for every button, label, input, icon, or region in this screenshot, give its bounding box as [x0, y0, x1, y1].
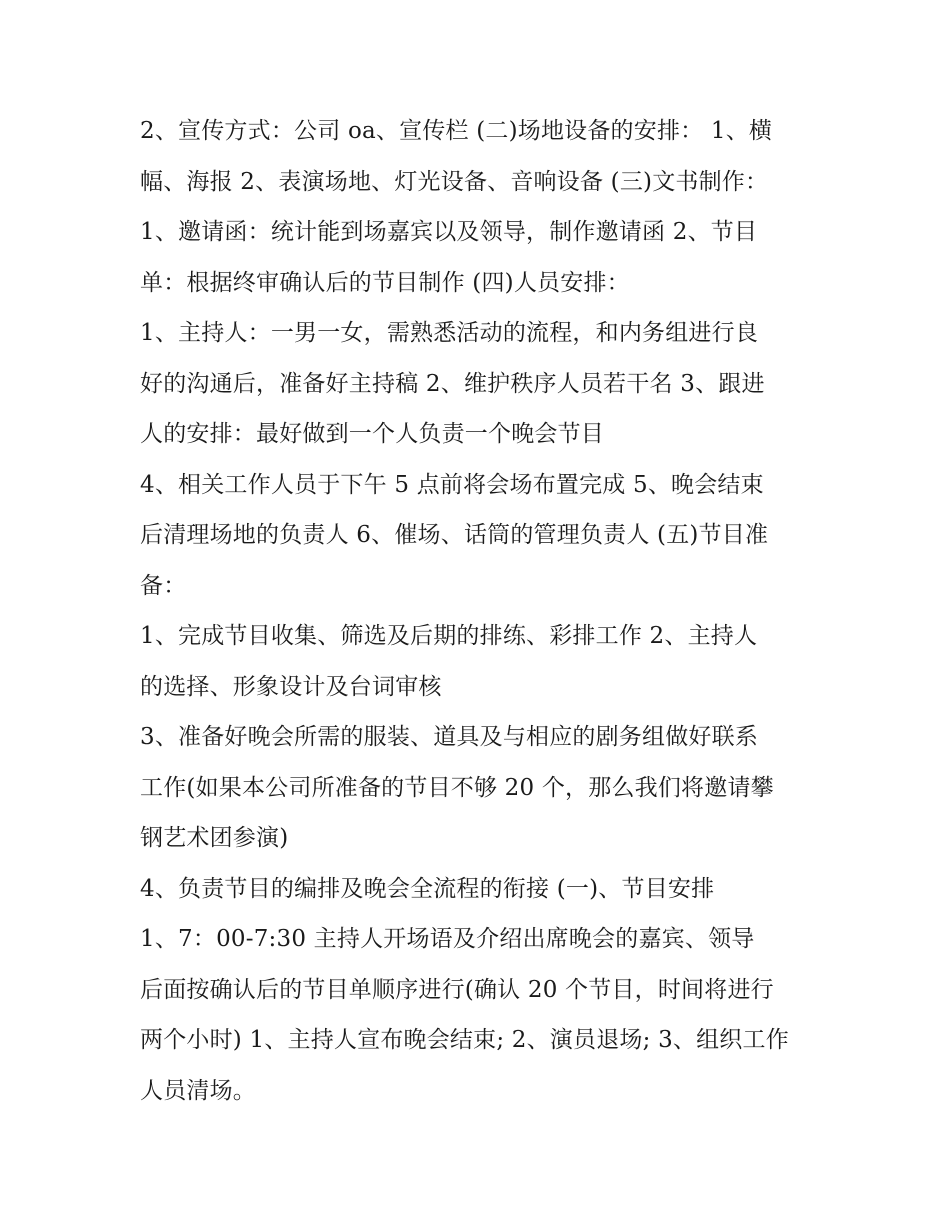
- text-line: 3、准备好晚会所需的服装、道具及与相应的剧务组做好联系: [140, 724, 759, 750]
- text-line: 两个小时) 1、主持人宣布晚会结束; 2、演员退场; 3、组织工作: [140, 1027, 789, 1053]
- text-line: 1、完成节目收集、筛选及后期的排练、彩排工作 2、主持人: [140, 623, 758, 649]
- text-line: 钢艺术团参演): [140, 825, 289, 851]
- text-line: 的选择、形象设计及台词审核: [140, 673, 442, 700]
- text-line: 后清理场地的负责人 6、催场、话筒的管理负责人 (五)节目准: [140, 522, 769, 548]
- text-line: 1、主持人：一男一女，需熟悉活动的流程，和内务组进行良: [140, 320, 759, 346]
- text-line: 工作(如果本公司所准备的节目不够 20 个，那么我们将邀请攀: [140, 774, 774, 801]
- text-line: 人的安排：最好做到一个人负责一个晚会节目: [140, 421, 604, 447]
- text-line: 备：: [140, 572, 187, 599]
- text-line: 幅、海报 2、表演场地、灯光设备、音响设备 (三)文书制作：: [140, 168, 769, 195]
- text-line: 1、7：00-7:30 主持人开场语及介绍出席晚会的嘉宾、领导: [140, 926, 755, 952]
- text-line: 单：根据终审确认后的节目制作 (四)人员安排：: [140, 269, 630, 296]
- text-line: 好的沟通后，准备好主持稿 2、维护秩序人员若干名 3、跟进: [140, 370, 765, 397]
- text-line: 4、负责节目的编排及晚会全流程的衔接 (一)、节目安排: [140, 875, 715, 902]
- text-line: 人员清场。: [140, 1077, 256, 1104]
- text-line: 4、相关工作人员于下午 5 点前将会场布置完成 5、晚会结束: [140, 471, 764, 498]
- text-line: 1、邀请函：统计能到场嘉宾以及领导，制作邀请函 2、节目: [140, 219, 758, 245]
- document-body: [140, 106, 812, 1116]
- text-line: 2、宣传方式：公司 oa、宣传栏 (二)场地设备的安排： 1、横: [140, 118, 773, 144]
- text-line: 后面按确认后的节目单顺序进行(确认 20 个节目，时间将进行: [140, 976, 774, 1003]
